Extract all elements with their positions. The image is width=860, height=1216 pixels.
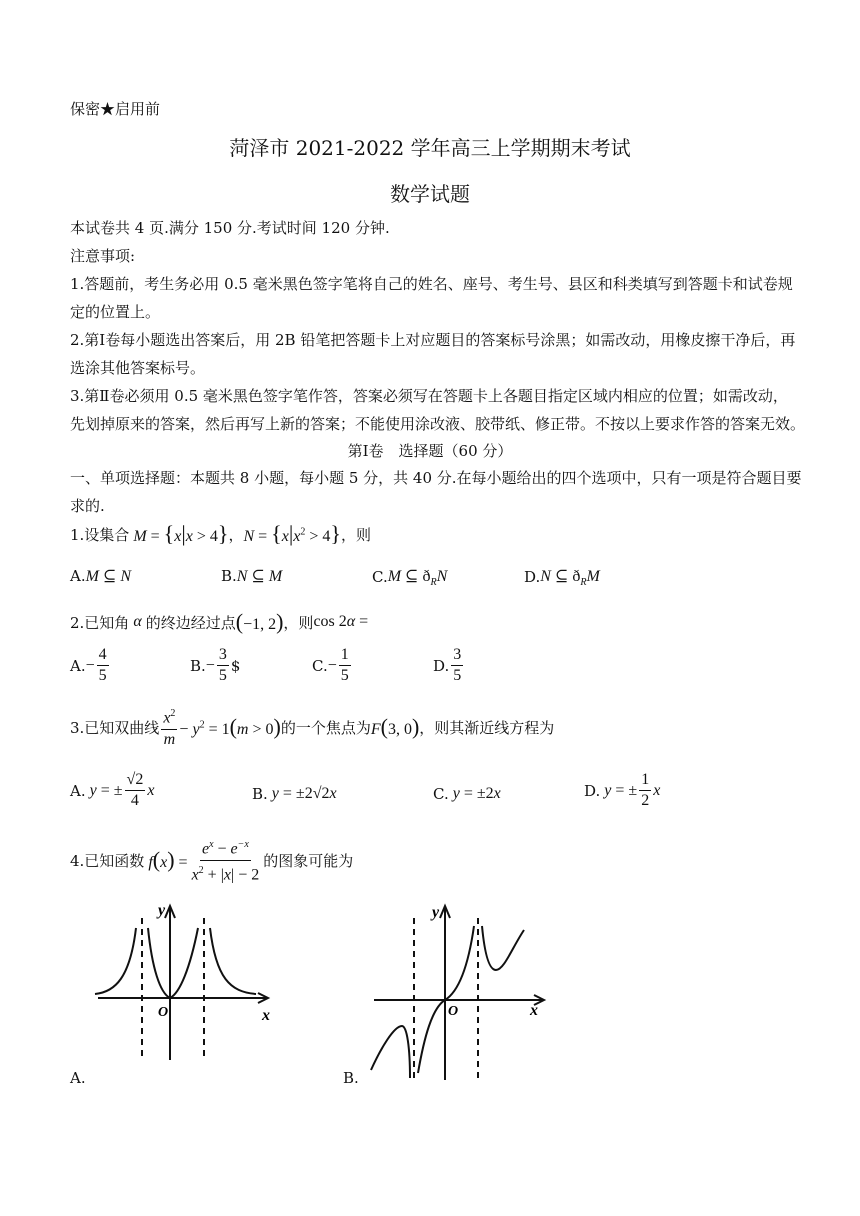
q4-prefix: 4.已知函数 xyxy=(70,851,145,870)
q3-suffix: ，则其渐近线方程为 xyxy=(419,718,555,737)
q1-set-n: $N = \{x|x^2 > 4\}$ xyxy=(243,521,341,546)
q2-expression: cos 2α = xyxy=(313,613,369,630)
graph-b-curve-left xyxy=(371,1026,410,1078)
q4-option-a-label: A. xyxy=(70,1069,86,1087)
q2-option-a: A. − $\frac{4}{5}$ xyxy=(70,646,107,684)
notice-2-line2: 选涂其他答案标号。 xyxy=(70,359,206,377)
graph-b-x-label: x xyxy=(530,1002,538,1019)
question-2: 2.已知角 α 的终边经过点 (−1, 2) ，则 cos 2α = xyxy=(70,609,369,634)
notice-title: 注意事项: xyxy=(70,247,136,265)
q3-equation: − $y^2 = 1(m > 0)$ xyxy=(179,714,281,739)
q4-option-b-label: B. xyxy=(343,1069,359,1087)
graph-b-y-label: y xyxy=(432,904,440,921)
notice-3-line1: 3.第Ⅱ卷必须用 0.5 毫米黑色签字笔作答，答案必须写在答题卡上各题目指定区域内相应的位置；如需改动， xyxy=(70,387,788,405)
section-desc-line2: 求的. xyxy=(70,497,105,515)
q2-point: (−1, 2) xyxy=(235,609,284,634)
question-1 xyxy=(70,519,371,549)
q2-middle: 的终边经过点 xyxy=(145,613,236,632)
q1-option-a: A. M ⊆ N xyxy=(70,567,132,585)
graph-a-x-label: x xyxy=(262,1007,270,1024)
exam-info: 本试卷共 4 页.满分 150 分.考试时间 120 分钟. xyxy=(70,219,390,237)
q2-prefix: 2.已知角 xyxy=(70,613,130,632)
q1-option-b: B. N ⊆ M xyxy=(221,567,283,585)
graph-a-curve-right xyxy=(210,928,256,994)
q3-focus: F(3, 0) xyxy=(370,714,420,739)
question-4: 4.已知函数 f(x) = $\frac{e^x - e^{-x}}{x^2 + |x| - 2}$ 的图象可能为 xyxy=(70,836,353,884)
graph-a-curve-middle xyxy=(148,928,198,998)
graph-a-origin-label: O xyxy=(158,1005,169,1020)
q1-comma: ， xyxy=(228,525,244,544)
q4-graph-b xyxy=(366,898,556,1080)
q1-suffix: ，则 xyxy=(340,525,371,544)
section-title: 第Ⅰ卷 选择题（60 分） xyxy=(347,442,513,460)
graph-a-y-label: y xyxy=(158,902,166,919)
confidential-label: 保密★启用前 xyxy=(70,100,161,118)
q1-option-d: D. N ⊆ $ð_RM$ xyxy=(524,568,600,589)
q4-function-fraction: $\frac{e^x - e^{-x}}{x^2 + |x| - 2}$ xyxy=(190,835,262,885)
q2-option-c: C. − $\frac{1}{5}$ xyxy=(312,646,349,684)
graph-a-curve-left xyxy=(95,928,136,994)
q2-option-b: B. − $\frac{3}{5}$ $ xyxy=(190,646,241,684)
q3-option-c: C. y = ±2x xyxy=(433,785,501,803)
q3-option-a: A. y = ± $\frac{√2}{4}$ x xyxy=(70,771,155,809)
q4-suffix: 的图象可能为 xyxy=(263,851,354,870)
notice-1-line1: 1.答题前，考生务必用 0.5 毫米黑色签字笔将自己的姓名、座号、考生号、县区和科类填写到答题卡和试卷规 xyxy=(70,275,793,293)
graph-b-origin-label: O xyxy=(448,1004,459,1019)
section-desc-line1: 一、单项选择题：本题共 8 小题，每小题 5 分，共 40 分.在每小题给出的四个选项中，只有一项是符合题目要 xyxy=(70,469,802,487)
notice-3-line2: 先划掉原来的答案，然后再写上新的答案；不能使用涂改液、胶带纸、修正带。不按以上要求作答的答案无效。 xyxy=(70,415,806,433)
q4-graph-a xyxy=(90,898,280,1060)
q3-option-b: B. y = ±2√2x xyxy=(252,785,337,803)
notice-1-line2: 定的位置上。 xyxy=(70,303,161,321)
q3-option-d: D. y = ± $\frac{1}{2}$ x xyxy=(584,771,661,809)
notice-2-line1: 2.第Ⅰ卷每小题选出答案后，用 2B 铅笔把答题卡上对应题目的答案标号涂黑；如需改动，用橡皮擦干净后，再 xyxy=(70,331,796,349)
q3-middle: 的一个焦点为 xyxy=(280,718,371,737)
q1-prefix: 1.设集合 xyxy=(70,525,130,544)
q2-option-d: D. $\frac{3}{5}$ xyxy=(433,646,462,684)
q1-set-m: M = {x|x > 4} xyxy=(129,521,229,546)
q2-suffix: ，则 xyxy=(283,613,314,632)
exam-title: 菏泽市 2021-2022 学年高三上学期期末考试 xyxy=(229,136,631,160)
exam-subject: 数学试题 xyxy=(390,182,470,206)
question-3: 3.已知双曲线 $\frac{x^2}{m}$ − $y^2 = 1(m > 0)$ 的一个焦点为 F(3, 0) ，则其渐近线方程为 xyxy=(70,705,554,749)
graph-b-curve-right xyxy=(482,926,524,970)
q3-prefix: 3.已知双曲线 xyxy=(70,718,160,737)
q1-option-c: C. M ⊆ $ð_RN$ xyxy=(372,568,448,589)
